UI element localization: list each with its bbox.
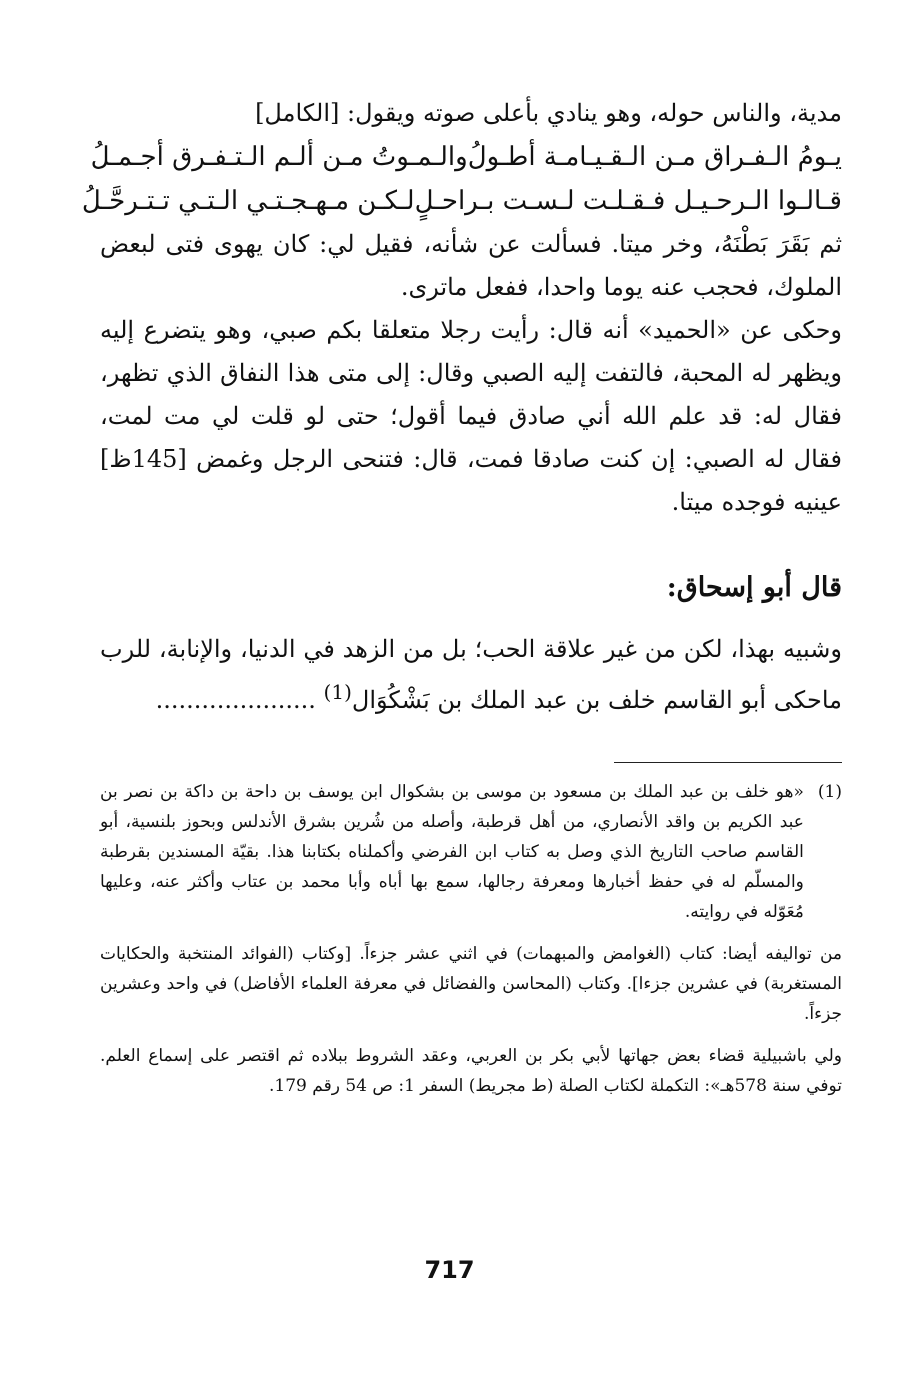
footnote-part-3: ولي باشبيلية قضاء بعض جهاتها لأبي بكر بن العربي، وعقد الشروط ببلاده ثم اقتصر على إسماع العلم. توفي سنة 578هـ»: التكملة لكتاب الصلة (ط مجريط) السفر 1: ص 54 رقم 179. <box>100 1046 842 1096</box>
verse-line-1 <box>90 135 842 179</box>
verse-2-second-hemistich: لـكـن مـهـجـتـي الـتـي تـتـرحَّـلُ <box>81 186 415 216</box>
section-heading: قال أبو إسحاق: <box>666 572 842 603</box>
footnote-1 <box>100 777 842 927</box>
paragraph-3-text: وشبيه بهذا، لكن من غير علاقة الحب؛ بل من الزهد في الدنيا، والإنابة، للرب ماحكى أبو القاسم خلف بن عبد الملك بن بَشْكُوَال <box>100 635 842 714</box>
footnote-part-2: من تواليفه أيضا: كتاب (الغوامض والمبهمات) في اثني عشر جزءاً. [وكتاب (الفوائد المنتخبة والحكايات المستغربة) في عشرين جزءا]. وكتاب (المحاسن والفضائل في معرفة العلماء الأفاضل) في واحد وعشرين جزءاً. <box>100 944 842 1024</box>
intro-line: مدية، والناس حوله، وهو ينادي بأعلى صوته ويقول: [الكامل] <box>255 99 842 127</box>
footnote-number: (1) <box>817 782 842 802</box>
footnotes <box>100 777 842 1101</box>
paragraph-3 <box>100 628 842 722</box>
page-number: 717 <box>424 1256 475 1284</box>
paragraph-1: ثم بَقَرَ بَطْنَهُ، وخر ميتا. فسألت عن شأنه، فقيل لي: كان يهوى فتى لبعض الملوك، فحجب عنه يوما واحدا، ففعل ماترى. <box>100 230 842 301</box>
footnote-separator <box>614 762 842 763</box>
verse-1-second-hemistich: والـمـوتُ مـن ألـم الـتـفـرق أجـمـلُ <box>90 142 468 172</box>
page-content <box>81 92 842 1101</box>
verse-line-2 <box>81 179 842 223</box>
trailing-dots: ..................... <box>155 686 316 714</box>
paragraph-2: وحكى عن «الحميد» أنه قال: رأيت رجلا متعلقا بكم صبي، وهو يتضرع إليه ويظهر له المحبة، فالتفت إليه الصبي وقال: إلى متى هذا النفاق الذي تظهر، فقال له: قد علم الله أني صادق فيما أقول؛ حتى لو قلت لي مت لمت، فقال له الصبي: إن كنت صادقا فمت، قال: فتنحى الرجل وغمض [145ظ] عينيه فوجده ميتا. <box>100 316 842 516</box>
footnote-reference[interactable]: (1) <box>323 680 352 704</box>
main-text <box>81 92 842 722</box>
verse-1-first-hemistich: يـومُ الـفـراق مـن الـقـيـامـة أطـولُ <box>467 142 842 172</box>
verse-2-first-hemistich: قـالـوا الـرحـيـل فـقـلـت لـسـت بـراحـلٍ <box>414 186 842 216</box>
footnote-part-1: «هو خلف بن عبد الملك بن مسعود بن موسى بن بشكوال ابن يوسف بن داحة بن داكة بن نصر بن عبد الكريم بن واقد الأنصاري، من أهل قرطبة، وأصله من شُرين بشرق الأندلس وبحوز بلنسية، أبو القاسم صاحب التاريخ الذي وصل به كتاب ابن الفرضي وأكملناه بكتابنا هذا. بقيّة المسندين بقرطبة والمسلّم له في حفظ أخبارها ومعرفة رجالها، سمع بها أباه وأبا محمد بن عتاب وأكثر عنه، وعليها مُعَوّله في روايته. <box>100 782 804 922</box>
